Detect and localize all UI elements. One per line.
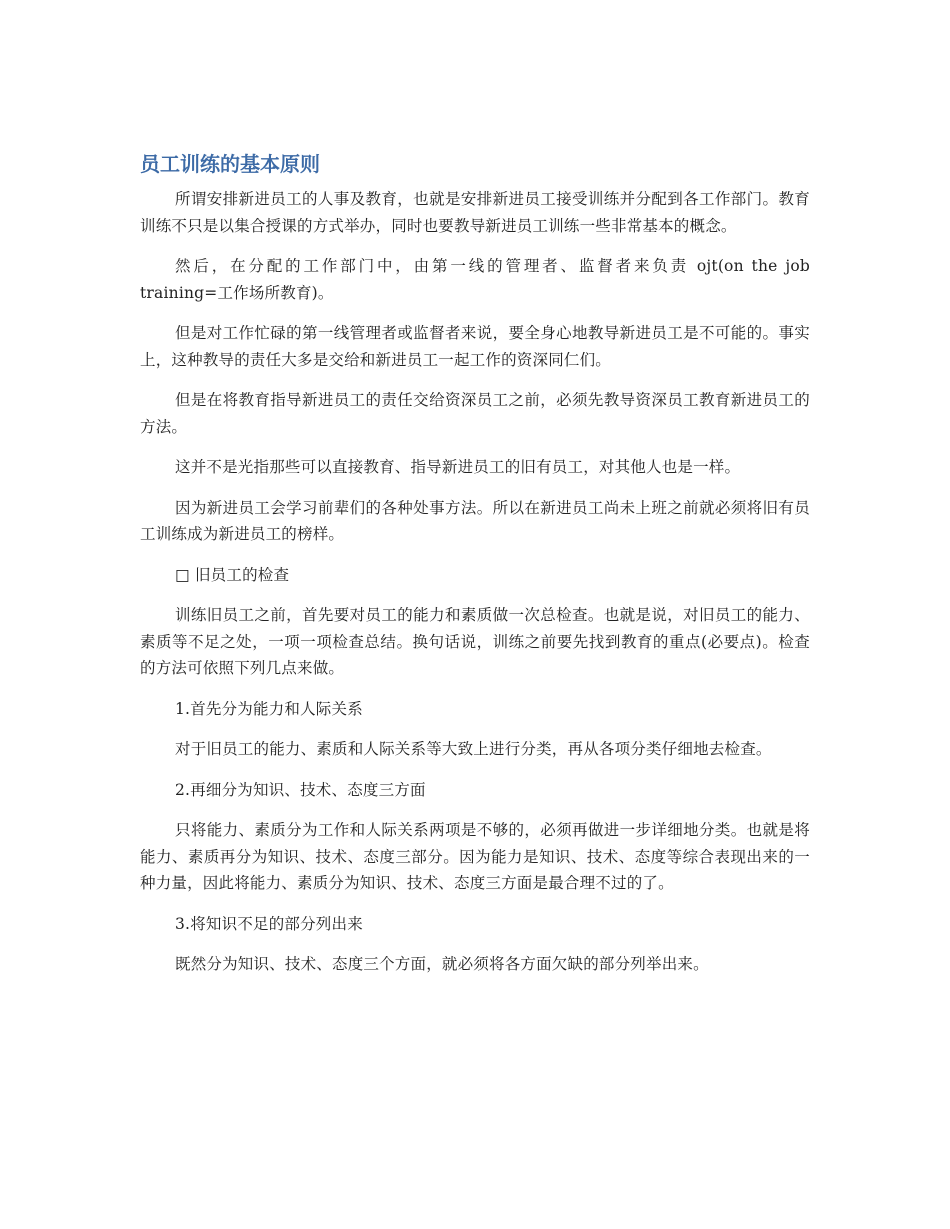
paragraph-busy-managers: 但是对工作忙碌的第一线管理者或监督者来说，要全身心地教导新进员工是不可能的。事实上，这种教导的责任大多是交给和新进员工一起工作的资深同仁们。 [140,324,810,369]
paragraph-step-2: 只将能力、素质分为工作和人际关系两项是不够的，必须再做进一步详细地分类。也就是将能力、素质再分为知识、技术、态度三部分。因为能力是知识、技术、态度等综合表现出来的一种力量，因此将能力、素质分为知识、技术、态度三方面是最合理不过的了。 [140,821,810,892]
list-heading-1: 1.首先分为能力和人际关系 [175,699,363,718]
paragraph-intro: 所谓安排新进员工的人事及教育，也就是安排新进员工接受训练并分配到各工作部门。教育训练不只是以集合授课的方式举办，同时也要教导新进员工训练一些非常基本的概念。 [140,190,810,235]
paragraph-step-3: 既然分为知识、技术、态度三个方面，就必须将各方面欠缺的部分列举出来。 [175,955,709,973]
paragraph-step-1: 对于旧员工的能力、素质和人际关系等大致上进行分类，再从各项分类仔细地去检查。 [175,740,772,758]
page-title: 员工训练的基本原则 [140,152,320,176]
document-page [140,150,810,992]
list-heading-2: 2.再细分为知识、技术、态度三方面 [175,780,426,799]
paragraph-check-method: 训练旧员工之前，首先要对员工的能力和素质做一次总检查。也就是说，对旧员工的能力、素质等不足之处，一项一项检查总结。换句话说，训练之前要先找到教育的重点(必要点)。检查的方法可依照下列几点来做。 [140,606,810,677]
list-heading-3: 3.将知识不足的部分列出来 [175,914,363,933]
paragraph-role-model: 因为新进员工会学习前辈们的各种处事方法。所以在新进员工尚未上班之前就必须将旧有员工训练成为新进员工的榜样。 [140,498,810,543]
paragraph-others: 这并不是光指那些可以直接教育、指导新进员工的旧有员工，对其他人也是一样。 [175,458,741,476]
section-heading-old-staff-check: □ 旧员工的检查 [175,565,290,584]
paragraph-teach-seniors: 但是在将教育指导新进员工的责任交给资深员工之前，必须先教导资深员工教育新进员工的方法。 [140,391,810,436]
paragraph-ojt: 然后，在分配的工作部门中，由第一线的管理者、监督者来负责 ojt(on the job training=工作场所教育)。 [140,257,810,302]
